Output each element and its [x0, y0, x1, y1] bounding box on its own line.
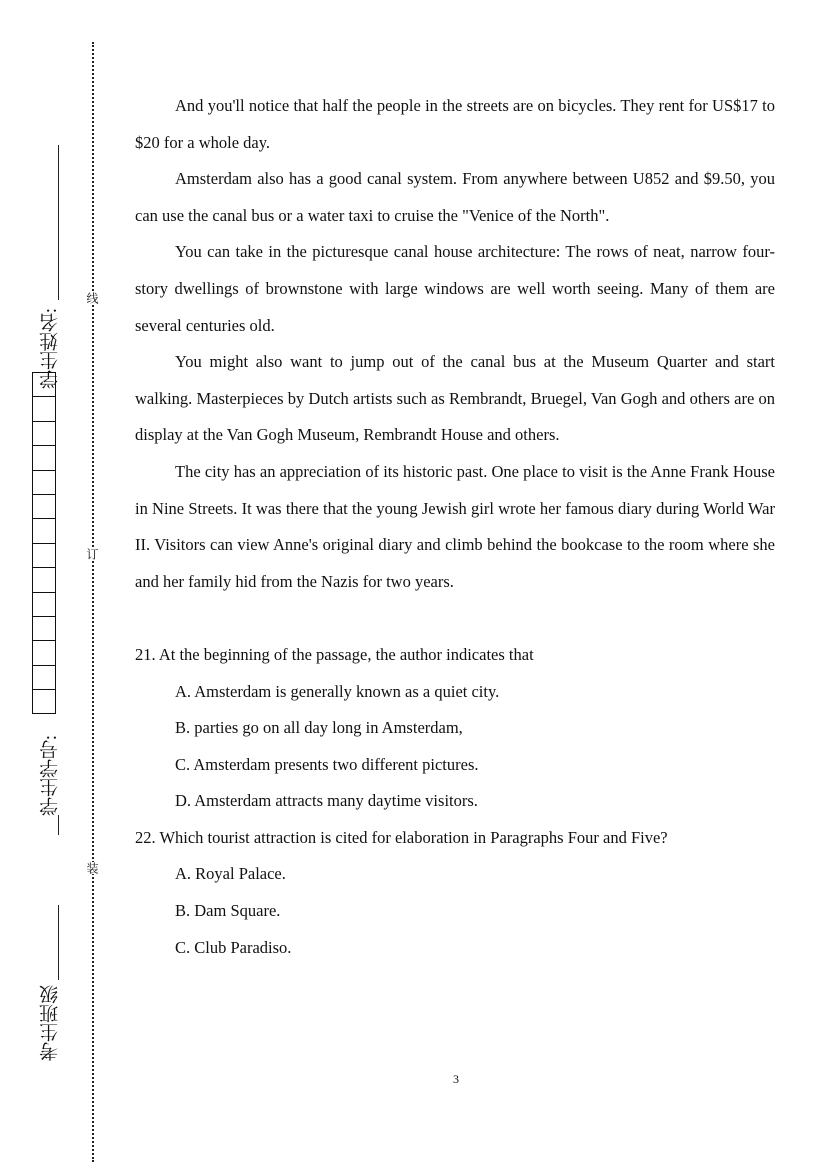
number-box[interactable]: [32, 421, 56, 446]
spacer: [135, 600, 775, 637]
student-number-boxes[interactable]: [32, 372, 56, 713]
binding-dotted-line: [92, 42, 94, 1162]
class-label: 考生班级: [40, 985, 61, 1061]
binding-mark-bind: 装: [85, 862, 99, 874]
passage-paragraph: Amsterdam also has a good canal system. From anywhere between U852 and $9.50, you can use the canal bus or a water taxi to cruise the "Venice of the North".: [135, 169, 775, 225]
binding-mark-order: 订: [85, 548, 99, 560]
number-box[interactable]: [32, 592, 56, 617]
number-box[interactable]: [32, 689, 56, 714]
number-box[interactable]: [32, 567, 56, 592]
number-box[interactable]: [32, 616, 56, 641]
question-21-stem: 21. At the beginning of the passage, the author indicates that: [135, 644, 534, 664]
question-22-option-b: B. Dam Square.: [175, 901, 281, 921]
exam-content: [135, 88, 775, 966]
student-number-underline: [58, 815, 59, 835]
number-box[interactable]: [32, 470, 56, 495]
number-box[interactable]: [32, 494, 56, 519]
question-21-option-d: D. Amsterdam attracts many daytime visitors.: [175, 791, 478, 811]
number-box[interactable]: [32, 640, 56, 665]
binding-mark-line: 线: [85, 292, 99, 304]
number-box[interactable]: [32, 396, 56, 421]
student-number-label: 学生学号:: [40, 735, 61, 817]
question-22-option-a: A. Royal Palace.: [175, 864, 286, 884]
question-22-option-c: C. Club Paradiso.: [175, 937, 292, 957]
question-21-option-b: B. parties go on all day long in Amsterdam,: [175, 718, 463, 738]
number-box[interactable]: [32, 445, 56, 470]
number-box[interactable]: [32, 543, 56, 568]
passage-paragraph: The city has an appreciation of its historic past. One place to visit is the Anne Frank House in Nine Streets. It was there that the young Jewish girl wrote her famous diary during World War II. Visitors can view Anne's original diary and climb behind the bookcase to the room where she and her family hid from the Nazis for two years.: [135, 461, 775, 591]
student-name-label: 学生姓名:: [40, 308, 61, 390]
number-box[interactable]: [32, 665, 56, 690]
passage-paragraph: You might also want to jump out of the canal bus at the Museum Quarter and start walking. Masterpieces by Dutch artists such as Rembrandt, Bruegel, Van Gogh and others are on display at the Van Gogh Museum, Rembrandt House and others.: [135, 352, 775, 445]
class-field[interactable]: [58, 905, 59, 980]
question-21-option-c: C. Amsterdam presents two different pictures.: [175, 754, 479, 774]
page-number: 3: [453, 1072, 459, 1086]
number-box[interactable]: [32, 518, 56, 543]
question-22-stem: 22. Which tourist attraction is cited for elaboration in Paragraphs Four and Five?: [135, 827, 668, 847]
student-name-field[interactable]: [58, 145, 59, 300]
passage-paragraph: And you'll notice that half the people in the streets are on bicycles. They rent for US$17 to $20 for a whole day.: [135, 96, 775, 152]
question-21-option-a: A. Amsterdam is generally known as a quiet city.: [175, 681, 500, 701]
passage-paragraph: You can take in the picturesque canal house architecture: The rows of neat, narrow four-story dwellings of brownstone with large windows are well worth seeing. Many of them are several centuries old.: [135, 242, 775, 335]
number-box[interactable]: [32, 372, 56, 397]
